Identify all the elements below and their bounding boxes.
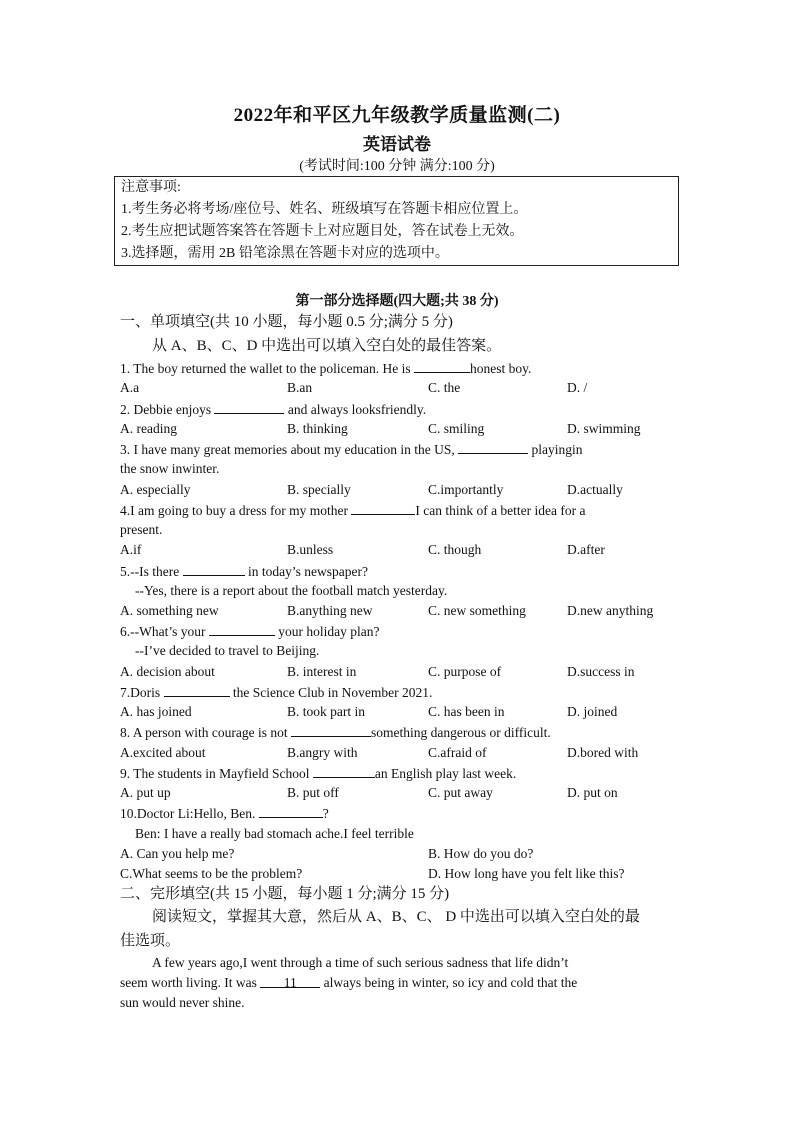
option-c: C. though <box>428 542 482 557</box>
answer-blank <box>214 400 284 414</box>
exam-time-info: (考试时间:100 分钟 满分:100 分) <box>299 159 495 174</box>
question-stem: 10.Doctor Li:Hello, Ben. ? <box>120 806 329 821</box>
option-d: D.actually <box>567 482 623 497</box>
question-stem-continued: present. <box>120 522 163 537</box>
question-stem-continued: Ben: I have a really bad stomach ache.I feel terrible <box>135 826 414 841</box>
option-d: D. put on <box>567 785 618 800</box>
passage-line: seem worth living. It was 11 always being in winter, so icy and cold that the <box>120 975 578 990</box>
question-stem-continued: --I’ve decided to travel to Beijing. <box>135 643 320 658</box>
option-b: B.unless <box>287 542 334 557</box>
cloze-blank-11: 11 <box>260 974 320 988</box>
option-c: C. has been in <box>428 704 505 719</box>
option-b: B. put off <box>287 785 339 800</box>
notice-item: 1.考生务必将考场/座位号、姓名、班级填写在答题卡相应位置上。 <box>121 202 528 217</box>
option-b: B. How do you do? <box>428 846 534 861</box>
option-a: A.excited about <box>120 745 206 760</box>
answer-blank <box>291 723 371 737</box>
option-b: B. took part in <box>287 704 365 719</box>
option-c: C.What seems to be the problem? <box>120 866 303 881</box>
option-c: C. the <box>428 380 461 395</box>
answer-blank <box>458 440 528 454</box>
answer-blank <box>351 501 415 515</box>
answer-blank <box>414 359 470 373</box>
section2-instruction: 阅读短文，掌握其大意，然后从 A、B、C、 D 中选出可以填入空白处的最 <box>152 909 640 925</box>
option-d: D. swimming <box>567 421 641 436</box>
option-a: A. put up <box>120 785 171 800</box>
answer-blank <box>209 622 275 636</box>
option-d: D. / <box>567 380 588 395</box>
option-a: A. decision about <box>120 664 215 679</box>
question-stem: 3. I have many great memories about my education in the US, playingin <box>120 442 583 457</box>
notice-box <box>114 176 679 266</box>
option-d: D. joined <box>567 704 618 719</box>
question-stem-continued: the snow inwinter. <box>120 461 220 476</box>
option-a: A. reading <box>120 421 177 436</box>
option-d: D.new anything <box>567 603 654 618</box>
notice-item: 2.考生应把试题答案答在答题卡上对应题目处，答在试卷上无效。 <box>121 224 524 239</box>
option-a: A. especially <box>120 482 191 497</box>
option-c: C. smiling <box>428 421 485 436</box>
question-stem: 1. The boy returned the wallet to the policeman. He is honest boy. <box>120 361 532 376</box>
passage-line: sun would never shine. <box>120 995 245 1010</box>
answer-blank <box>313 764 375 778</box>
option-a: A. has joined <box>120 704 192 719</box>
option-b: B.angry with <box>287 745 358 760</box>
option-c: C. put away <box>428 785 493 800</box>
option-a: A. something new <box>120 603 219 618</box>
exam-title: 2022年和平区九年级教学质量监测(二) <box>233 105 561 126</box>
option-d: D.bored with <box>567 745 639 760</box>
option-b: B. interest in <box>287 664 357 679</box>
option-a: A.if <box>120 542 142 557</box>
option-b: B. thinking <box>287 421 348 436</box>
option-d: D. How long have you felt like this? <box>428 866 625 881</box>
option-d: D.success in <box>567 664 635 679</box>
option-c: C.afraid of <box>428 745 487 760</box>
notice-heading: 注意事项: <box>121 180 181 195</box>
question-stem: 5.--Is there in today’s newspaper? <box>120 564 368 579</box>
question-stem: 9. The students in Mayfield School an English play last week. <box>120 766 517 781</box>
question-stem: 8. A person with courage is not something dangerous or difficult. <box>120 725 551 740</box>
exam-subject: 英语试卷 <box>363 135 431 154</box>
option-c: C. purpose of <box>428 664 502 679</box>
option-d: D.after <box>567 542 605 557</box>
option-a: A.a <box>120 380 140 395</box>
question-stem: 7.Doris the Science Club in November 2021. <box>120 685 433 700</box>
question-stem: 4.I am going to buy a dress for my mother I can think of a better idea for a <box>120 503 586 518</box>
answer-blank <box>259 804 323 818</box>
section2-title: 二、完形填空(共 15 小题，每小题 1 分;满分 15 分) <box>120 886 450 902</box>
question-stem-continued: --Yes, there is a report about the football match yesterday. <box>135 583 448 598</box>
option-c: C.importantly <box>428 482 504 497</box>
option-a: A. Can you help me? <box>120 846 235 861</box>
option-b: B.anything new <box>287 603 373 618</box>
answer-blank <box>164 683 230 697</box>
section1-instruction: 从 A、B、C、D 中选出可以填入空白处的最佳答案。 <box>152 338 502 354</box>
question-stem: 2. Debbie enjoys and always looksfriendly. <box>120 402 427 417</box>
option-b: B.an <box>287 380 313 395</box>
passage-line: A few years ago,I went through a time of such serious sadness that life didn’t <box>152 955 569 970</box>
option-c: C. new something <box>428 603 526 618</box>
answer-blank <box>183 562 245 576</box>
section1-title: 一、单项填空(共 10 小题，每小题 0.5 分;满分 5 分) <box>120 314 453 330</box>
question-stem: 6.--What’s your your holiday plan? <box>120 624 380 639</box>
option-b: B. specially <box>287 482 351 497</box>
part-heading: 第一部分选择题(四大题;共 38 分) <box>295 294 499 309</box>
notice-item: 3.选择题，需用 2B 铅笔涂黑在答题卡对应的选项中。 <box>121 246 449 261</box>
section2-instruction-continued: 佳选项。 <box>120 933 181 949</box>
